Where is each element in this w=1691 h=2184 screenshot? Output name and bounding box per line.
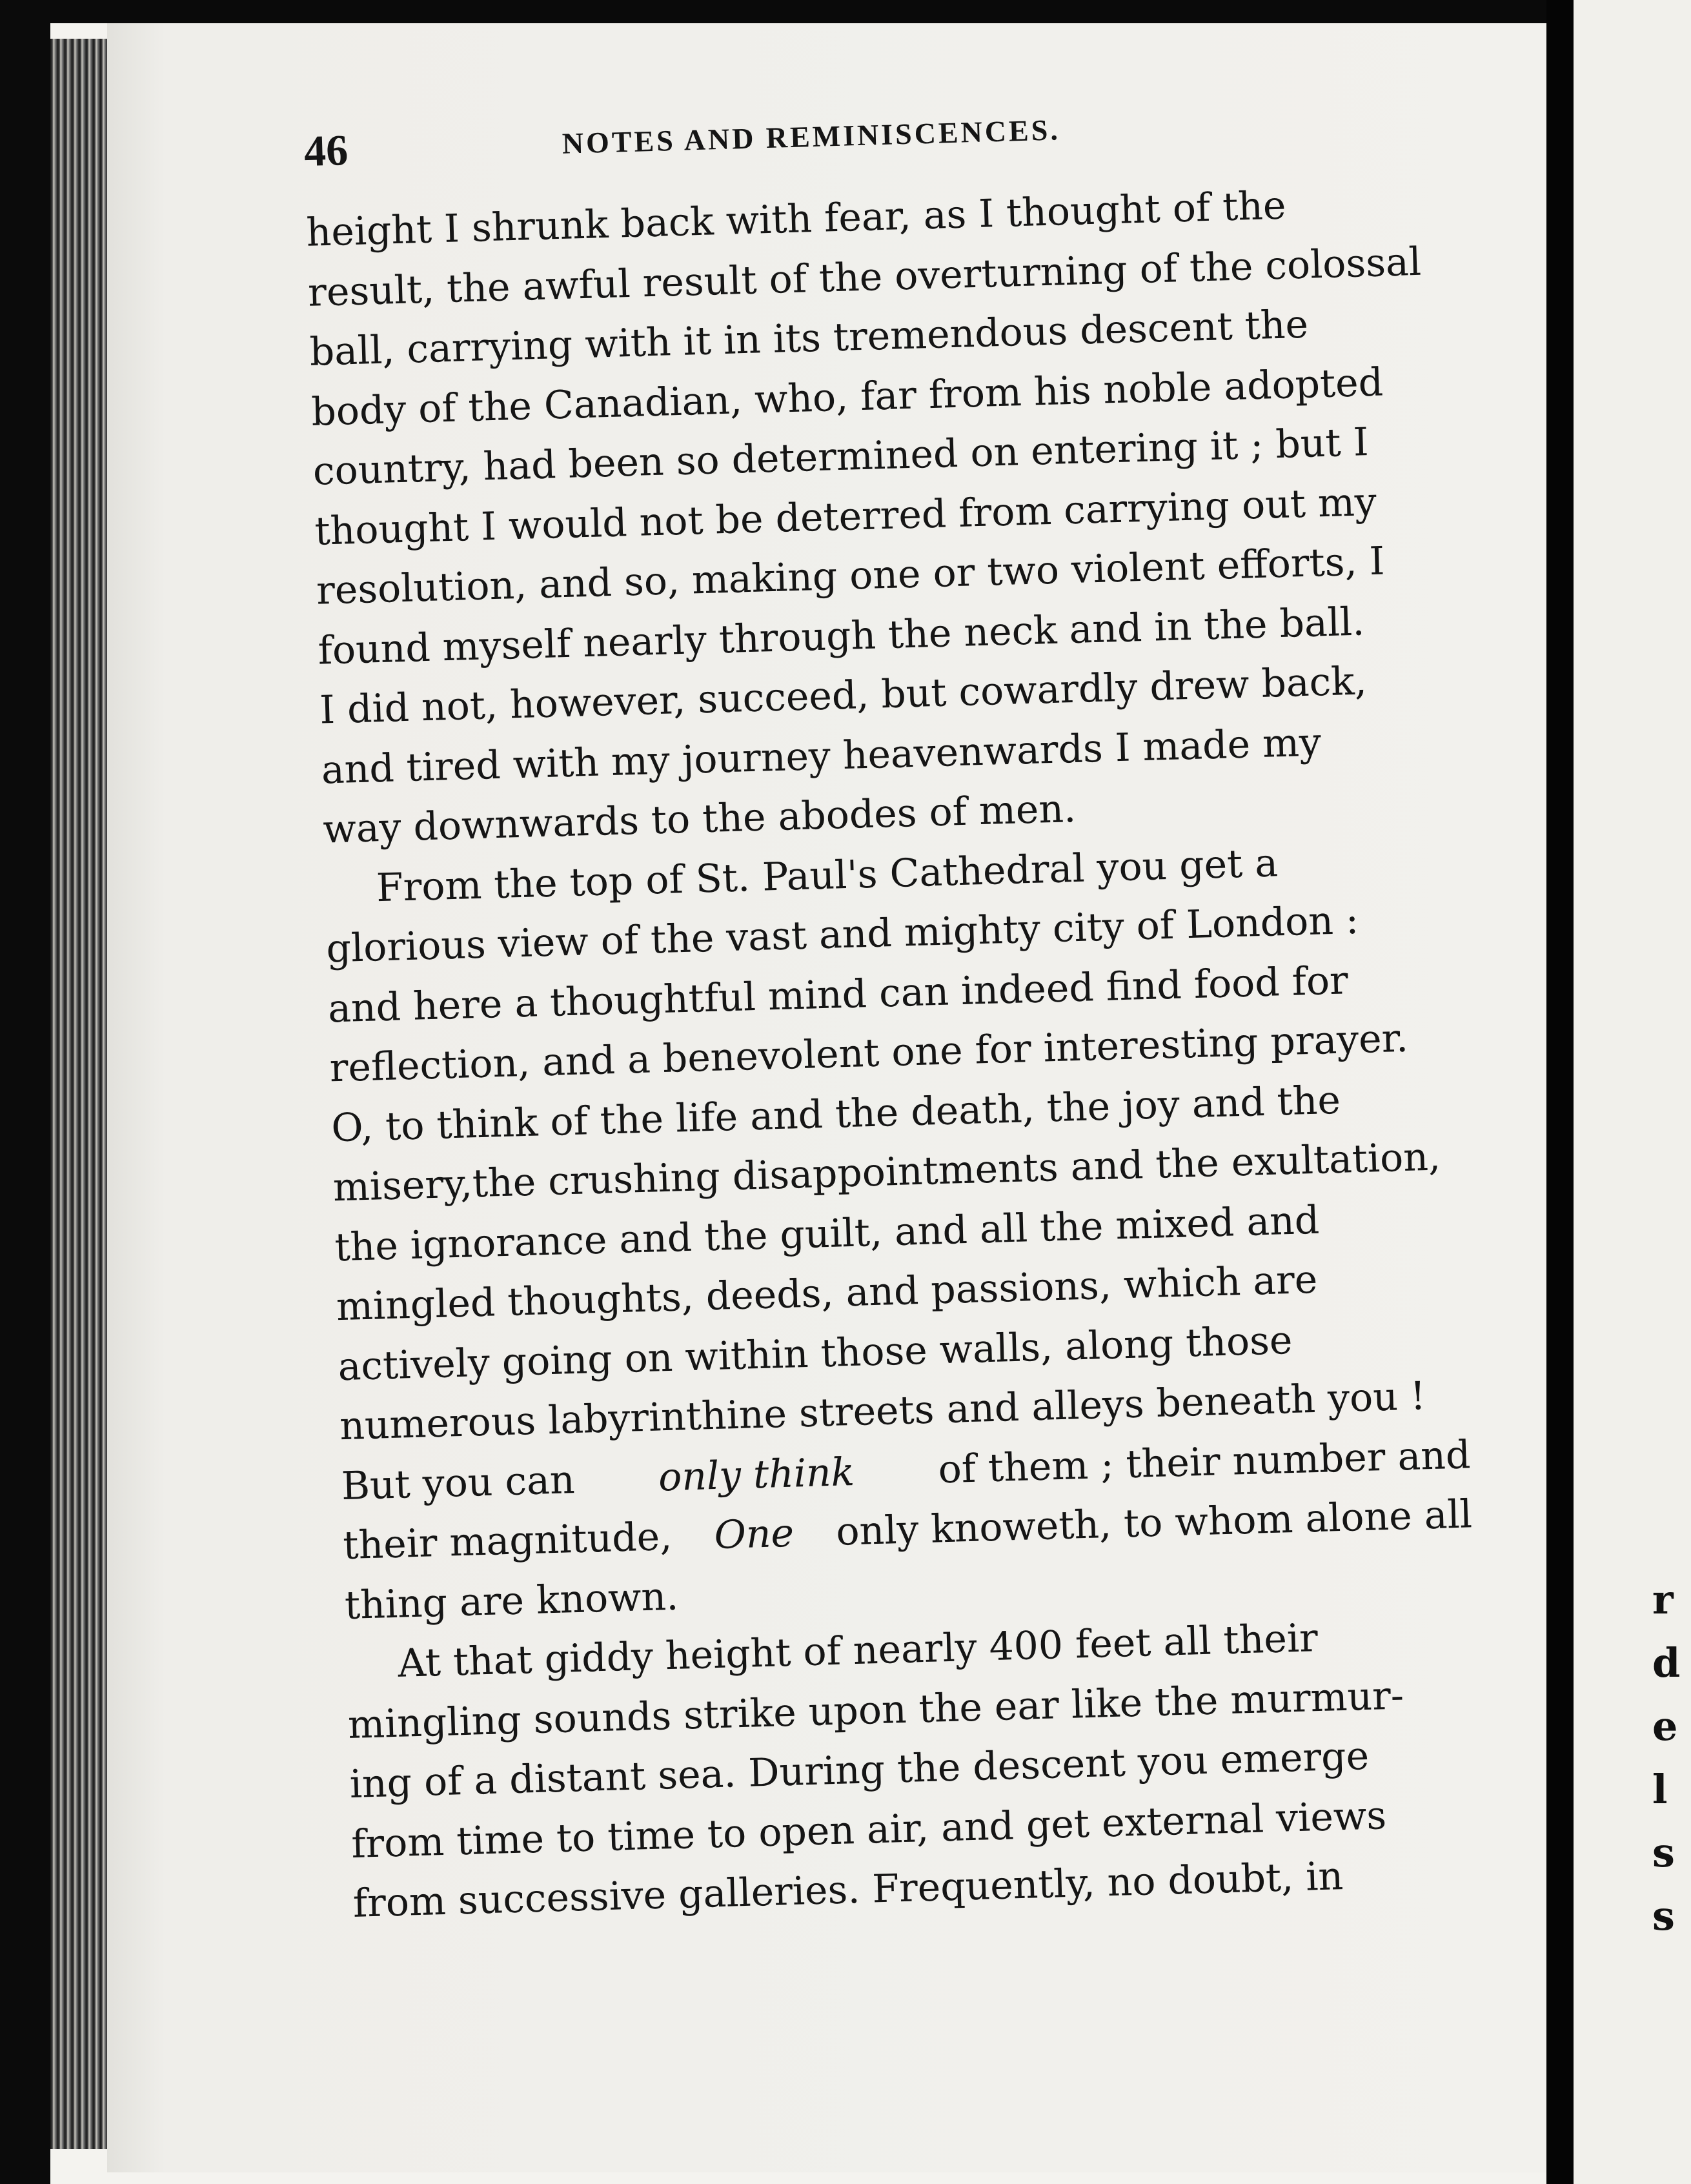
- fragment-char: r: [1652, 1576, 1674, 1623]
- text-line: I did not, however, succeed, but cowardly drew back,: [319, 658, 1368, 733]
- text-line: from time to time to open air, and get external views: [350, 1792, 1387, 1867]
- fragment-char: d: [1652, 1639, 1681, 1686]
- fragment-char: s: [1652, 1892, 1675, 1939]
- book-gutter: [1546, 0, 1574, 2184]
- text-line: result, the awful result of the overturning of the colossal: [307, 239, 1422, 316]
- text-line: way downwards to the abodes of men.: [322, 786, 1077, 853]
- running-head-title: NOTES AND REMINISCENCES.: [562, 113, 1061, 160]
- text-line: actively going on within those walls, along those: [337, 1317, 1293, 1390]
- italic-emphasis: One: [713, 1510, 795, 1559]
- text-line: found myself nearly through the neck and in the ball.: [317, 598, 1366, 674]
- text-line: thing are known.: [344, 1573, 680, 1628]
- text-line: O, to think of the life and the death, the joy and the: [330, 1077, 1341, 1151]
- text-line: ing of a distant sea. During the descent you emerge: [349, 1733, 1370, 1807]
- text-line: their magnitude, One only knoweth, to whom alone all: [342, 1491, 1473, 1569]
- fragment-char: e: [1652, 1703, 1678, 1750]
- scan-top-border: [50, 0, 1546, 23]
- fragment-char: l: [1652, 1766, 1668, 1813]
- right-page-text-fragments: [1652, 1568, 1680, 1948]
- page-edges: [50, 39, 110, 2149]
- text-line: ball, carrying with it in its tremendous descent the: [309, 301, 1309, 375]
- scan-left-border: [0, 0, 50, 2184]
- fragment-char: s: [1652, 1829, 1675, 1876]
- text-line: the ignorance and the guilt, and all the mixed and: [334, 1197, 1321, 1270]
- italic-emphasis: only think: [658, 1449, 855, 1500]
- text-line: resolution, and so, making one or two violent efforts, I: [316, 538, 1386, 614]
- page-number: 46: [303, 125, 349, 176]
- text-line: But you can only think of them ; their number and: [340, 1431, 1472, 1509]
- text-line: misery,the crushing disappointments and the exultation,: [332, 1134, 1441, 1211]
- text-line: country, had been so determined on entering it ; but I: [312, 420, 1370, 494]
- text-line: body of the Canadian, who, far from his noble adopted: [310, 359, 1384, 435]
- text-line: reflection, and a benevolent one for interesting prayer.: [329, 1015, 1409, 1091]
- text-line: and tired with my journey heavenwards I made my: [320, 719, 1322, 793]
- text-line: numerous labyrinthine streets and alleys beneath you !: [339, 1373, 1426, 1450]
- text-line: mingling sounds strike upon the ear like the murmur-: [347, 1672, 1404, 1748]
- text-line: and here a thoughtful mind can indeed find food for: [327, 957, 1349, 1031]
- text-line: From the top of St. Paul's Cathedral you get a: [376, 840, 1279, 911]
- text-line: from successive galleries. Frequently, no doubt, in: [352, 1854, 1344, 1926]
- text-line: thought I would not be deterred from carrying out my: [314, 479, 1377, 554]
- text-line: mingled thoughts, deeds, and passions, which are: [336, 1257, 1319, 1330]
- text-line: height I shrunk back with fear, as I thought of the: [305, 183, 1287, 256]
- text-line: At that giddy height of nearly 400 feet all their: [397, 1615, 1319, 1686]
- page-text: [303, 94, 1483, 1934]
- text-line: glorious view of the vast and mighty city of London :: [325, 897, 1360, 972]
